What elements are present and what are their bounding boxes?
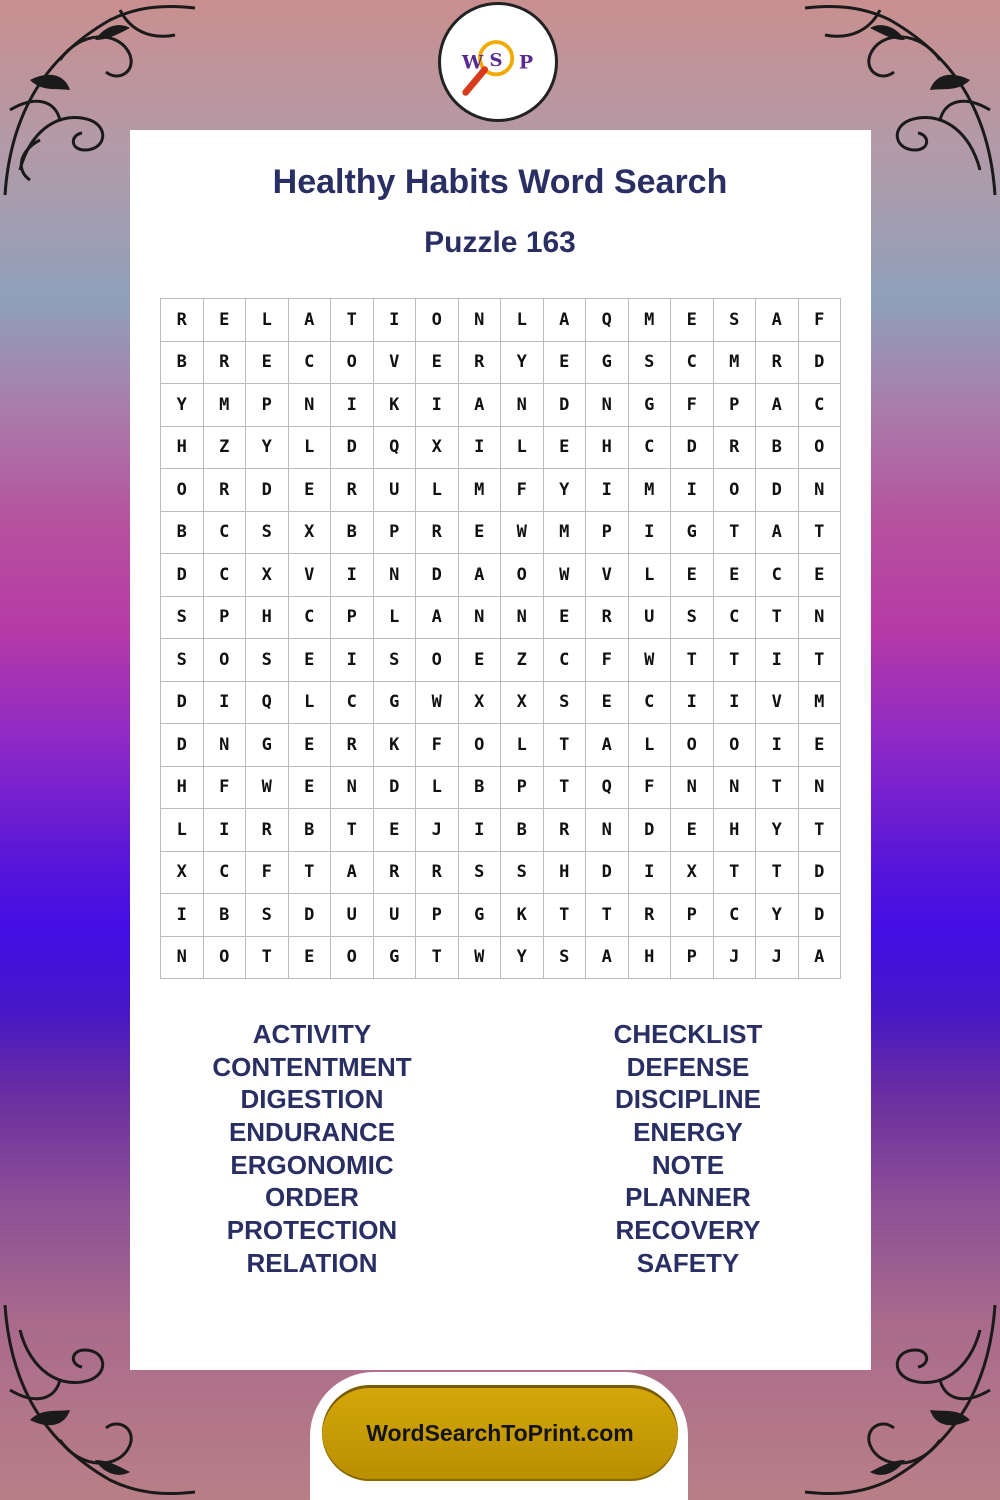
word-list-item: ORDER	[265, 1182, 359, 1213]
grid-cell[interactable]: Y	[544, 469, 587, 512]
word-list-item: DISCIPLINE	[615, 1084, 761, 1115]
grid-cell[interactable]: Q	[586, 299, 629, 342]
grid-cell[interactable]: S	[161, 597, 204, 640]
grid-cell[interactable]: R	[204, 469, 247, 512]
grid-cell[interactable]: I	[714, 682, 757, 725]
grid-cell[interactable]: D	[416, 554, 459, 597]
grid-cell[interactable]: E	[799, 554, 842, 597]
grid-cell[interactable]: M	[629, 469, 672, 512]
grid-cell[interactable]: T	[714, 852, 757, 895]
grid-cell[interactable]: T	[756, 852, 799, 895]
grid-cell[interactable]: X	[416, 427, 459, 470]
word-list-item: RECOVERY	[615, 1215, 761, 1246]
grid-cell[interactable]: E	[289, 469, 332, 512]
grid-cell[interactable]: T	[714, 639, 757, 682]
grid-cell[interactable]: E	[459, 512, 502, 555]
grid-cell[interactable]: R	[246, 809, 289, 852]
grid-cell[interactable]: Y	[246, 427, 289, 470]
grid-cell[interactable]: N	[799, 469, 842, 512]
grid-cell[interactable]: U	[374, 894, 417, 937]
grid-cell[interactable]: S	[459, 852, 502, 895]
grid-cell[interactable]: O	[459, 724, 502, 767]
grid-cell[interactable]: L	[289, 427, 332, 470]
grid-cell[interactable]: G	[374, 682, 417, 725]
grid-cell[interactable]: T	[544, 724, 587, 767]
grid-cell[interactable]: B	[459, 767, 502, 810]
grid-cell[interactable]: T	[289, 852, 332, 895]
grid-cell[interactable]: P	[714, 384, 757, 427]
grid-cell[interactable]: A	[756, 512, 799, 555]
grid-cell[interactable]: H	[629, 937, 672, 980]
grid-cell[interactable]: G	[586, 342, 629, 385]
grid-cell[interactable]: J	[416, 809, 459, 852]
grid-cell[interactable]: S	[544, 937, 587, 980]
grid-cell[interactable]: S	[374, 639, 417, 682]
grid-cell[interactable]: L	[416, 469, 459, 512]
grid-cell[interactable]: C	[204, 852, 247, 895]
grid-cell[interactable]: H	[246, 597, 289, 640]
grid-cell[interactable]: N	[586, 384, 629, 427]
grid-cell[interactable]: O	[501, 554, 544, 597]
grid-cell[interactable]: E	[671, 809, 714, 852]
grid-cell[interactable]: O	[204, 639, 247, 682]
grid-cell[interactable]: E	[289, 639, 332, 682]
grid-cell[interactable]: N	[799, 597, 842, 640]
grid-cell[interactable]: F	[416, 724, 459, 767]
grid-cell[interactable]: Y	[501, 342, 544, 385]
grid-cell[interactable]: H	[544, 852, 587, 895]
grid-cell[interactable]: T	[756, 597, 799, 640]
grid-cell[interactable]: I	[671, 682, 714, 725]
grid-cell[interactable]: C	[331, 682, 374, 725]
grid-cell[interactable]: T	[799, 512, 842, 555]
grid-cell[interactable]: P	[246, 384, 289, 427]
grid-cell[interactable]: L	[416, 767, 459, 810]
grid-cell[interactable]: R	[331, 724, 374, 767]
grid-cell[interactable]: D	[161, 554, 204, 597]
grid-cell[interactable]: A	[459, 554, 502, 597]
grid-cell[interactable]: X	[246, 554, 289, 597]
grid-cell[interactable]: C	[799, 384, 842, 427]
grid-cell[interactable]: X	[671, 852, 714, 895]
grid-cell[interactable]: X	[289, 512, 332, 555]
grid-cell[interactable]: I	[204, 682, 247, 725]
grid-cell[interactable]: N	[161, 937, 204, 980]
grid-cell[interactable]: T	[799, 809, 842, 852]
grid-cell[interactable]: P	[331, 597, 374, 640]
grid-cell[interactable]: D	[756, 469, 799, 512]
grid-cell[interactable]: E	[544, 427, 587, 470]
site-logo[interactable]	[438, 2, 558, 122]
grid-cell[interactable]: T	[246, 937, 289, 980]
grid-cell[interactable]: G	[671, 512, 714, 555]
letter-grid[interactable]	[160, 298, 841, 979]
grid-cell[interactable]: O	[204, 937, 247, 980]
grid-cell[interactable]: D	[799, 852, 842, 895]
grid-cell[interactable]: A	[416, 597, 459, 640]
grid-cell[interactable]: I	[331, 554, 374, 597]
grid-cell[interactable]: B	[289, 809, 332, 852]
grid-cell[interactable]: S	[246, 512, 289, 555]
grid-cell[interactable]: L	[629, 554, 672, 597]
grid-cell[interactable]: R	[416, 512, 459, 555]
grid-cell[interactable]: S	[544, 682, 587, 725]
grid-cell[interactable]: Q	[586, 767, 629, 810]
grid-cell[interactable]: U	[374, 469, 417, 512]
grid-cell[interactable]: I	[756, 724, 799, 767]
grid-cell[interactable]: P	[416, 894, 459, 937]
grid-cell[interactable]: B	[161, 512, 204, 555]
grid-cell[interactable]: D	[544, 384, 587, 427]
grid-cell[interactable]: I	[374, 299, 417, 342]
grid-cell[interactable]: S	[161, 639, 204, 682]
grid-cell[interactable]: D	[799, 342, 842, 385]
grid-cell[interactable]: T	[799, 639, 842, 682]
grid-cell[interactable]: O	[671, 724, 714, 767]
grid-cell[interactable]: U	[629, 597, 672, 640]
grid-cell[interactable]: H	[161, 767, 204, 810]
word-list-right	[538, 1018, 838, 1280]
grid-cell[interactable]: N	[714, 767, 757, 810]
grid-cell[interactable]: L	[501, 427, 544, 470]
grid-cell[interactable]: S	[246, 894, 289, 937]
grid-cell[interactable]: N	[289, 384, 332, 427]
grid-cell[interactable]: R	[161, 299, 204, 342]
word-list-item: RELATION	[246, 1247, 378, 1278]
grid-cell[interactable]: M	[459, 469, 502, 512]
grid-cell[interactable]: V	[374, 342, 417, 385]
grid-cell[interactable]: B	[331, 512, 374, 555]
grid-cell[interactable]: D	[586, 852, 629, 895]
grid-cell[interactable]: D	[629, 809, 672, 852]
grid-cell[interactable]: D	[161, 682, 204, 725]
grid-cell[interactable]: F	[246, 852, 289, 895]
grid-cell[interactable]: A	[459, 384, 502, 427]
grid-cell[interactable]: E	[289, 767, 332, 810]
grid-cell[interactable]: N	[586, 809, 629, 852]
grid-cell[interactable]: Y	[756, 809, 799, 852]
grid-cell[interactable]: O	[714, 469, 757, 512]
grid-cell[interactable]: E	[459, 639, 502, 682]
grid-cell[interactable]: I	[459, 809, 502, 852]
logo-letter-w: W	[461, 51, 484, 74]
word-list-item: DIGESTION	[240, 1084, 384, 1115]
grid-cell[interactable]: L	[629, 724, 672, 767]
grid-cell[interactable]: R	[416, 852, 459, 895]
grid-cell[interactable]: M	[714, 342, 757, 385]
site-link-label: WordSearchToPrint.com	[366, 1419, 634, 1446]
grid-cell[interactable]: T	[416, 937, 459, 980]
magnifier-icon	[441, 5, 555, 119]
grid-cell[interactable]: L	[246, 299, 289, 342]
grid-cell[interactable]: C	[204, 554, 247, 597]
grid-cell[interactable]: I	[629, 852, 672, 895]
grid-cell[interactable]: W	[629, 639, 672, 682]
grid-cell[interactable]: N	[459, 597, 502, 640]
grid-cell[interactable]: X	[501, 682, 544, 725]
grid-cell[interactable]: G	[459, 894, 502, 937]
grid-cell[interactable]: S	[671, 597, 714, 640]
grid-cell[interactable]: R	[544, 809, 587, 852]
grid-cell[interactable]: T	[671, 639, 714, 682]
grid-cell[interactable]: O	[331, 342, 374, 385]
grid-cell[interactable]: R	[204, 342, 247, 385]
grid-cell[interactable]: W	[544, 554, 587, 597]
grid-cell[interactable]: E	[544, 342, 587, 385]
grid-cell[interactable]: T	[544, 894, 587, 937]
grid-cell[interactable]: H	[161, 427, 204, 470]
grid-cell[interactable]: O	[416, 299, 459, 342]
grid-cell[interactable]: F	[501, 469, 544, 512]
grid-cell[interactable]: N	[459, 299, 502, 342]
grid-cell[interactable]: C	[629, 427, 672, 470]
grid-cell[interactable]: W	[416, 682, 459, 725]
grid-cell[interactable]: Z	[204, 427, 247, 470]
grid-cell[interactable]: P	[204, 597, 247, 640]
grid-cell[interactable]: A	[289, 299, 332, 342]
grid-cell[interactable]: W	[501, 512, 544, 555]
grid-cell[interactable]: N	[204, 724, 247, 767]
page-title: Healthy Habits Word Search	[272, 163, 728, 201]
grid-cell[interactable]: E	[799, 724, 842, 767]
grid-cell[interactable]: H	[714, 809, 757, 852]
grid-cell[interactable]: L	[289, 682, 332, 725]
grid-cell[interactable]: C	[671, 342, 714, 385]
word-list-item: CHECKLIST	[613, 1019, 763, 1049]
grid-cell[interactable]: A	[756, 384, 799, 427]
word-list-item: PLANNER	[625, 1182, 751, 1213]
grid-cell[interactable]: J	[714, 937, 757, 980]
word-list-left	[162, 1018, 462, 1280]
grid-cell[interactable]: M	[204, 384, 247, 427]
grid-cell[interactable]: S	[501, 852, 544, 895]
grid-cell[interactable]: S	[714, 299, 757, 342]
word-list-item: ENERGY	[633, 1117, 743, 1148]
grid-cell[interactable]: T	[586, 894, 629, 937]
grid-cell[interactable]: G	[374, 937, 417, 980]
grid-cell[interactable]: A	[544, 299, 587, 342]
grid-cell[interactable]: T	[544, 767, 587, 810]
grid-cell[interactable]: S	[629, 342, 672, 385]
grid-cell[interactable]: E	[671, 299, 714, 342]
word-list-item: NOTE	[651, 1149, 725, 1180]
grid-cell[interactable]: N	[501, 384, 544, 427]
grid-cell[interactable]: C	[544, 639, 587, 682]
grid-cell[interactable]: R	[586, 597, 629, 640]
grid-cell[interactable]: C	[289, 597, 332, 640]
grid-cell[interactable]: M	[629, 299, 672, 342]
grid-cell[interactable]: L	[501, 724, 544, 767]
word-list-item: SAFETY	[636, 1247, 740, 1278]
grid-cell[interactable]: W	[246, 767, 289, 810]
grid-cell[interactable]: O	[714, 724, 757, 767]
grid-cell[interactable]: I	[331, 384, 374, 427]
grid-cell[interactable]: P	[374, 512, 417, 555]
grid-cell[interactable]: V	[756, 682, 799, 725]
grid-cell[interactable]: I	[416, 384, 459, 427]
grid-cell[interactable]: E	[671, 554, 714, 597]
grid-cell[interactable]: R	[459, 342, 502, 385]
grid-cell[interactable]: I	[331, 639, 374, 682]
grid-cell[interactable]: I	[586, 469, 629, 512]
word-list-item: CONTENTMENT	[212, 1051, 412, 1082]
grid-cell[interactable]: E	[246, 342, 289, 385]
grid-cell[interactable]: E	[416, 342, 459, 385]
grid-cell[interactable]: Y	[501, 937, 544, 980]
grid-cell[interactable]: J	[756, 937, 799, 980]
grid-cell[interactable]: N	[799, 767, 842, 810]
grid-cell[interactable]: A	[586, 937, 629, 980]
grid-cell[interactable]: O	[416, 639, 459, 682]
grid-cell[interactable]: D	[331, 427, 374, 470]
grid-cell[interactable]: C	[629, 682, 672, 725]
grid-cell[interactable]: S	[246, 639, 289, 682]
grid-cell[interactable]: W	[459, 937, 502, 980]
grid-cell[interactable]: A	[799, 937, 842, 980]
grid-cell[interactable]: O	[161, 469, 204, 512]
grid-cell[interactable]: Q	[246, 682, 289, 725]
grid-cell[interactable]: C	[756, 554, 799, 597]
grid-cell[interactable]: B	[501, 809, 544, 852]
grid-cell[interactable]: C	[289, 342, 332, 385]
grid-cell[interactable]: I	[204, 809, 247, 852]
grid-cell[interactable]: O	[799, 427, 842, 470]
grid-cell[interactable]: I	[756, 639, 799, 682]
grid-cell[interactable]: D	[246, 469, 289, 512]
grid-cell[interactable]: R	[756, 342, 799, 385]
logo-letter-s: S	[489, 49, 503, 71]
grid-cell[interactable]: T	[714, 512, 757, 555]
grid-cell[interactable]: F	[671, 384, 714, 427]
grid-cell[interactable]: P	[671, 937, 714, 980]
grid-cell[interactable]: C	[714, 597, 757, 640]
grid-cell[interactable]: E	[289, 724, 332, 767]
grid-cell[interactable]: E	[714, 554, 757, 597]
grid-cell[interactable]: I	[671, 469, 714, 512]
grid-cell[interactable]: F	[629, 767, 672, 810]
grid-cell[interactable]: T	[331, 299, 374, 342]
grid-cell[interactable]: X	[459, 682, 502, 725]
grid-cell[interactable]: E	[544, 597, 587, 640]
grid-cell[interactable]: T	[331, 809, 374, 852]
grid-cell[interactable]: T	[756, 767, 799, 810]
grid-cell[interactable]: F	[586, 639, 629, 682]
site-link-button[interactable]	[322, 1385, 678, 1481]
grid-cell[interactable]: R	[374, 852, 417, 895]
grid-cell[interactable]: N	[501, 597, 544, 640]
grid-cell[interactable]: V	[586, 554, 629, 597]
grid-cell[interactable]: G	[629, 384, 672, 427]
grid-cell[interactable]: Q	[374, 427, 417, 470]
grid-cell[interactable]: R	[629, 894, 672, 937]
grid-cell[interactable]: E	[374, 809, 417, 852]
grid-cell[interactable]: M	[799, 682, 842, 725]
grid-cell[interactable]: L	[501, 299, 544, 342]
grid-cell[interactable]: D	[289, 894, 332, 937]
grid-cell[interactable]: U	[331, 894, 374, 937]
grid-cell[interactable]: P	[501, 767, 544, 810]
grid-cell[interactable]: X	[161, 852, 204, 895]
grid-cell[interactable]: F	[799, 299, 842, 342]
grid-cell[interactable]: E	[204, 299, 247, 342]
grid-cell[interactable]: G	[246, 724, 289, 767]
grid-cell[interactable]: I	[629, 512, 672, 555]
grid-cell[interactable]: D	[671, 427, 714, 470]
grid-cell[interactable]: N	[374, 554, 417, 597]
grid-cell[interactable]: H	[586, 427, 629, 470]
grid-cell[interactable]: P	[671, 894, 714, 937]
word-list-item: ACTIVITY	[252, 1019, 372, 1049]
grid-cell[interactable]: D	[161, 724, 204, 767]
grid-cell[interactable]: A	[331, 852, 374, 895]
grid-cell[interactable]: E	[586, 682, 629, 725]
grid-cell[interactable]: A	[756, 299, 799, 342]
logo-letter-p: P	[518, 51, 534, 74]
grid-cell[interactable]: B	[161, 342, 204, 385]
grid-cell[interactable]: K	[374, 724, 417, 767]
grid-cell[interactable]: F	[204, 767, 247, 810]
grid-cell[interactable]: O	[331, 937, 374, 980]
grid-cell[interactable]: E	[289, 937, 332, 980]
grid-cell[interactable]: A	[586, 724, 629, 767]
grid-cell[interactable]: R	[714, 427, 757, 470]
grid-cell[interactable]: N	[671, 767, 714, 810]
grid-cell[interactable]: L	[161, 809, 204, 852]
grid-cell[interactable]: V	[289, 554, 332, 597]
grid-cell[interactable]: L	[374, 597, 417, 640]
puzzle-number: Puzzle 163	[424, 226, 576, 259]
grid-cell[interactable]: I	[161, 894, 204, 937]
grid-cell[interactable]: K	[374, 384, 417, 427]
grid-cell[interactable]: D	[799, 894, 842, 937]
word-list-item: ERGONOMIC	[230, 1149, 394, 1180]
grid-cell[interactable]: B	[756, 427, 799, 470]
word-list-item: PROTECTION	[226, 1215, 398, 1246]
grid-cell[interactable]: Z	[501, 639, 544, 682]
grid-cell[interactable]: R	[331, 469, 374, 512]
word-list-item: DEFENSE	[626, 1051, 750, 1082]
grid-cell[interactable]: M	[544, 512, 587, 555]
grid-cell[interactable]: C	[714, 894, 757, 937]
grid-cell[interactable]: P	[586, 512, 629, 555]
grid-cell[interactable]: N	[331, 767, 374, 810]
word-list-item: ENDURANCE	[228, 1117, 396, 1148]
grid-cell[interactable]: Y	[161, 384, 204, 427]
grid-cell[interactable]: D	[374, 767, 417, 810]
grid-cell[interactable]: Y	[756, 894, 799, 937]
grid-cell[interactable]: K	[501, 894, 544, 937]
grid-cell[interactable]: B	[204, 894, 247, 937]
grid-cell[interactable]: C	[204, 512, 247, 555]
grid-cell[interactable]: I	[459, 427, 502, 470]
